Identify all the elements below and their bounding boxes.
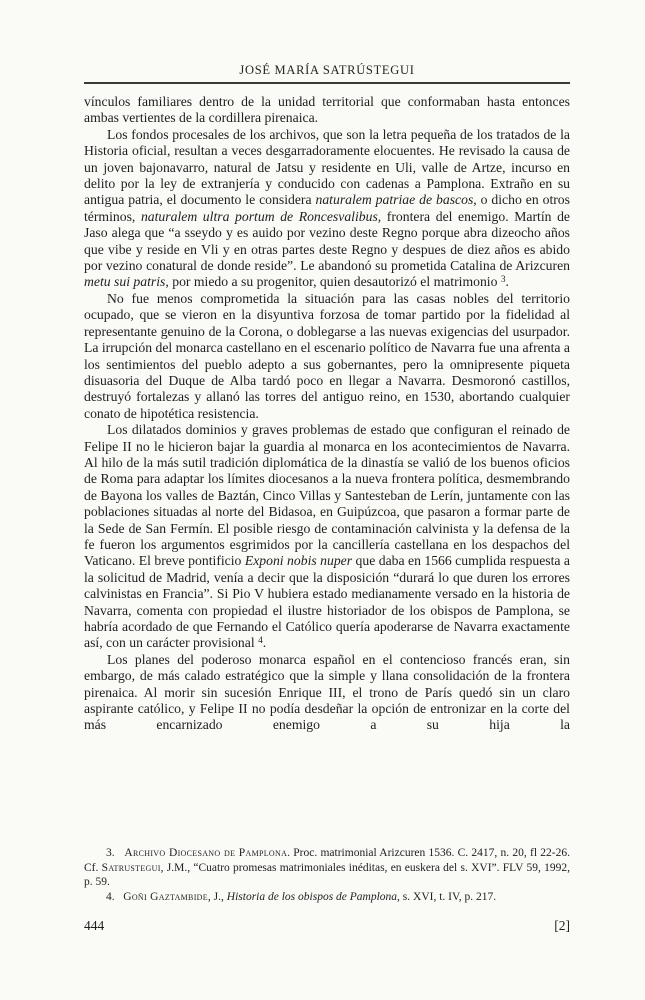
body-paragraph: Los fondos procesales de los archivos, que son la letra pequeña de los tratados de la Historia oficial, resultan a veces desgarradoramente elocuentes. He revisado la causa de un joven bajonavarro, natural de Jatsu y residente en Uli, valle de Artze, incurso en delito por la ley de extranjería y conducido con cadenas a Pamplona. Extraño en su antigua patria, el documento le considera naturalem patriae de bascos, o dicho en otros términos, naturalem ultra portum de Roncesvalibus, frontera del enemigo. Martín de Jaso alega que “a sseydo y es auido por vezino deste Regno porque abra dizeocho años que vibe y reside en Vli y en otras partes deste Regno y despues de diez años es abido por vezino conatural de donde reside”. Le abandonó su prometida Catalina de Arizcuren metu sui patris, por miedo a su progenitor, quien desautorizó el matrimonio $^3$. (84, 126, 570, 290)
running-header-author: JOSÉ MARÍA SATRÚSTEGUI (239, 63, 415, 77)
body-paragraph: Los planes del poderoso monarca español en el contencioso francés eran, sin embargo, de más calado estratégico que la simple y llana consolidación de la frontera pirenaica. Al morir sin sucesión Enrique III, el trono de París quedó sin un claro aspirante católico, y Felipe II no podía desdeñar la opción de entronizar en la corte del más encarnizado enemigo a su hija la (84, 651, 570, 733)
body-paragraph: Los dilatados dominios y graves problemas de estado que configuran el reinado de Felipe II no le hicieron bajar la guardia al monarca en los acontecimientos de Navarra. Al hilo de la más sutil tradición diplomática de la dinastía se valió de los buenos oficios de Roma para adaptar los límites diocesanos a la nueva frontera política, desmembrando de Bayona los valles de Baztán, Cinco Villas y Santesteban de Lerín, juntamente con las poblaciones situadas al norte del Bidasoa, en Guipúzcoa, que pasaron a formar parte de la Sede de San Fermín. El posible riesgo de contaminación calvinista y la defensa de la fe fueron los argumentos esgrimidos por la cancillería castellana en los despachos del Vaticano. El breve pontificio Exponi nobis nuper que daba en 1566 cumplida respuesta a la solicitud de Madrid, venía a decir que la disposición “durará lo que duren los errores calvinistas en Francia”. Si Pio V hubiera estado medianamente versado en la historia de Navarra, comenta con propiedad el ilustre historiador de los obispos de Pamplona, se habría acordado de que Fernando el Católico quería apoderarse de Navarra exactamente así, con un carácter provisional $^4$. (84, 422, 570, 651)
text-block (84, 63, 570, 734)
footnote: 4. Goñi Gaztambide, J., Historia de los obispos de Pamplona, s. XVI, t. IV, p. 217. (106, 890, 497, 903)
footnotes-block (84, 846, 570, 904)
article-body (84, 94, 570, 734)
body-paragraph: No fue menos comprometida la situación para las casas nobles del territorio ocupado, que se vieron en la disyuntiva forzosa de tomar partido por la fidelidad al representante genuino de la Corona, o doblegarse a las nuevas exigencias del usurpador. La irrupción del monarca castellano en el escenario político de Navarra fue una afrenta a los sentimientos del pueblo adepto a sus gobernantes, pero la omnipresente piqueta disuasoria del Duque de Alba tardó poco en llegar a Navarra. Desmoronó castillos, destruyó fortalezas y allanó las torres del antiguo reino, en 1530, abortando cualquier conato de hipotética resistencia. (84, 290, 570, 421)
page-number: 444 (84, 918, 105, 933)
footnote: 3. Archivo Diocesano de Pamplona. Proc. matrimonial Arizcuren 1536. C. 2417, n. 20, fl 22-26. Cf. Satrustegui, J.M., “Cuatro promesas matrimoniales inéditas, en euskera del s. XVI”. FLV 59, 1992, p. 59. (84, 847, 571, 889)
issue-pagination: [2] (554, 918, 570, 933)
running-header (84, 63, 570, 84)
body-paragraph: vínculos familiares dentro de la unidad territorial que conformaban hasta entonces ambas vertientes de la cordillera pirenaica. (84, 94, 570, 126)
page-footer (84, 918, 570, 934)
